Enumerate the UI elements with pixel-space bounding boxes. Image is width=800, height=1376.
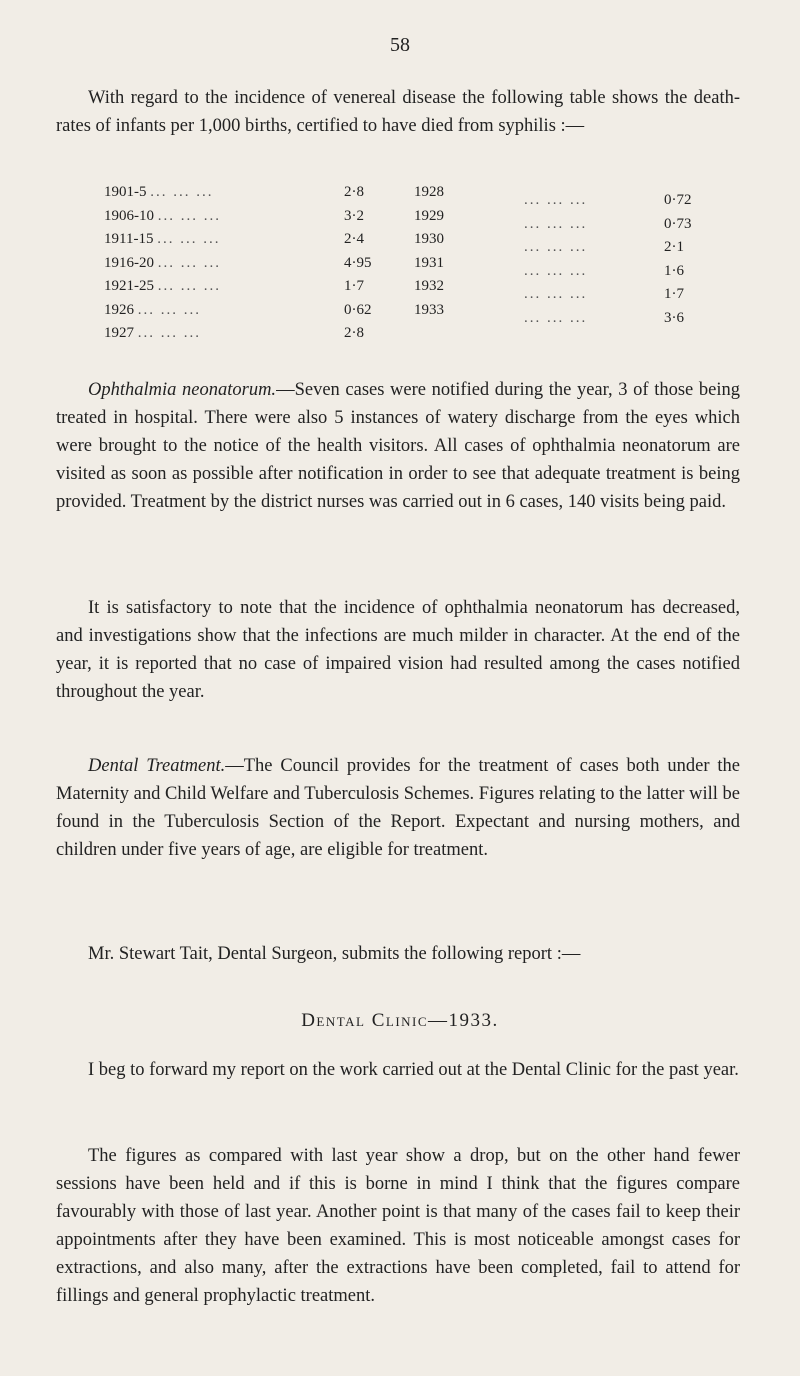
period-cell: 1927 ... ... ... [104, 325, 201, 341]
period-cell: 1926 ... ... ... [104, 301, 201, 318]
rate-cell: 1·7 [344, 278, 364, 294]
rate-cell: 3·2 [344, 207, 364, 224]
year-cell: 1932 [414, 278, 444, 294]
rate-cell: ... ... ... 0·73 [524, 215, 692, 232]
rate-cell: ... ... ... 3·6 [524, 309, 684, 326]
satisfactory-text: It is satisfactory to note that the incidence of ophthalmia neonatorum has decreased, and investigations show that the infections are much milder in character. At the end of the year, it is reported that no case of impaired vision had resulted among the cases notified throughout the year. [56, 598, 740, 702]
period-cell: 1916-20 ... ... ... [104, 254, 221, 271]
dental-body: —The Council provides for the treatment of cases both under the Maternity and Child Welfare and Tuberculosis Schemes. Figures relating to the latter will be found in the Tuberculosis Section of the Report. Expectant and nursing mothers, and children under five years of age, are eligible for treatment. [56, 756, 740, 860]
table-row [104, 208, 724, 232]
report-intro-paragraph [56, 1056, 740, 1084]
year-cell: 1933 [414, 301, 444, 318]
dental-title: Dental Treatment. [88, 756, 226, 776]
report-body-text: The figures as compared with last year show a drop, but on the other hand fewer sessions have been held and if this is borne in mind I think that the figures compare favourably with those of last year. Another point is that many of the cases fail to keep their appointments after they have been examined. This is most noticeable amongst cases for extractions, and also many, after the extractions have been completed, fail to attend for fillings and general prophylactic treatment. [56, 1146, 740, 1306]
report-body-paragraph [56, 1142, 740, 1310]
period-cell: 1921-25 ... ... ... [104, 278, 221, 294]
page-number: 58 [390, 34, 410, 56]
rate-cell: ... ... ... 1·6 [524, 262, 684, 279]
rate-cell: ... ... ... 2·1 [524, 239, 684, 255]
intro-text: With regard to the incidence of venereal disease the following table shows the death-rates of infants per 1,000 births, certified to have died from syphilis :— [56, 88, 740, 136]
rate-cell: 0·62 [344, 301, 372, 318]
intro-paragraph [56, 84, 740, 140]
rate-cell: 2·4 [344, 231, 364, 247]
period-cell: 1906-10 ... ... ... [104, 207, 221, 224]
year-cell: 1929 [414, 207, 444, 224]
rate-cell: ... ... ... 0·72 [524, 192, 692, 208]
ophthalmia-title: Ophthalmia neonatorum. [88, 380, 277, 400]
stewart-paragraph [56, 940, 740, 968]
year-cell: 1931 [414, 254, 444, 271]
table-row [104, 325, 724, 349]
rate-cell: ... ... ... 1·7 [524, 286, 684, 302]
year-cell: 1928 [414, 184, 444, 200]
table-row [104, 231, 724, 255]
rate-cell: 2·8 [344, 184, 364, 200]
table-row [104, 278, 724, 302]
year-cell: 1930 [414, 231, 444, 247]
stewart-text: Mr. Stewart Tait, Dental Surgeon, submits the following report :— [88, 944, 581, 964]
dental-paragraph [56, 752, 740, 864]
rate-cell: 2·8 [344, 325, 364, 341]
report-intro-text: I beg to forward my report on the work carried out at the Dental Clinic for the past year. [88, 1060, 739, 1080]
table-row [104, 255, 724, 279]
table-row [104, 184, 724, 208]
satisfactory-paragraph [56, 594, 740, 706]
period-cell: 1901-5 ... ... ... [104, 184, 214, 200]
clinic-heading: Dental Clinic—1933. [301, 1010, 499, 1031]
ophthalmia-paragraph [56, 376, 740, 516]
period-cell: 1911-15 ... ... ... [104, 231, 221, 247]
rate-cell: 4·95 [344, 254, 372, 271]
death-rate-table [104, 184, 724, 349]
ophthalmia-body: —Seven cases were notified during the year, 3 of those being treated in hospital. There were also 5 instances of watery discharge from the eyes which were brought to the notice of the health visitors. All cases of ophthalmia neonatorum are visited as soon as possible after notification in order to see that adequate treatment is being provided. Treatment by the district nurses was carried out in 6 cases, 140 visits being paid. [56, 380, 740, 512]
table-row [104, 302, 724, 326]
